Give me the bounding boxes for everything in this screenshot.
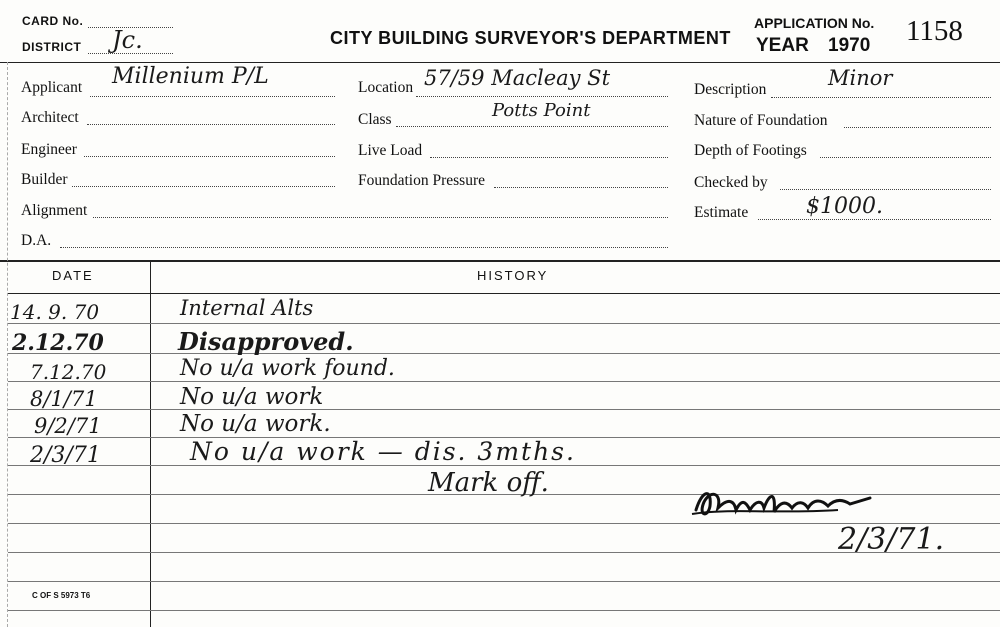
history-date: 14. 9. 70 <box>10 300 100 324</box>
alignment-label: Alignment <box>21 202 88 219</box>
history-text: No u/a work <box>180 384 324 410</box>
estimate-label: Estimate <box>694 204 749 221</box>
date-header: DATE <box>52 268 94 283</box>
history-text: Internal Alts <box>180 296 314 320</box>
estimate-value: $1000. <box>806 194 883 219</box>
depth-of-footings-label: Depth of Footings <box>694 142 807 159</box>
da-label: D.A. <box>21 232 52 249</box>
location-value: 57/59 Macleay St <box>424 66 611 90</box>
history-text: No u/a work. <box>180 411 331 437</box>
history-date: 2.12.70 <box>12 330 104 356</box>
history-text: Disapproved. <box>178 327 354 356</box>
year-label: YEAR <box>756 35 809 56</box>
history-date: 7.12.70 <box>30 360 107 384</box>
signature <box>688 478 888 528</box>
signature-date: 2/3/71. <box>838 522 945 557</box>
foundation-pressure-label: Foundation Pressure <box>358 172 486 189</box>
district-value: Jc. <box>112 26 143 54</box>
year-value: 1970 <box>828 35 871 56</box>
history-date: 2/3/71 <box>30 443 101 468</box>
engineer-label: Engineer <box>21 141 77 158</box>
applicant-value: Millenium P/L <box>112 64 269 89</box>
location-value-2: Potts Point <box>492 100 591 121</box>
history-header: HISTORY <box>477 268 549 283</box>
builder-label: Builder <box>21 171 68 188</box>
nature-of-foundation-label: Nature of Foundation <box>694 112 828 129</box>
history-date: 8/1/71 <box>30 387 98 411</box>
description-label: Description <box>694 81 767 98</box>
history-date: 9/2/71 <box>34 414 102 438</box>
application-no-value: 1158 <box>906 15 963 47</box>
description-value: Minor <box>828 66 893 90</box>
form-code: C OF S 5973 T6 <box>32 591 91 600</box>
class-label: Class <box>358 111 392 128</box>
department-title: CITY BUILDING SURVEYOR'S DEPARTMENT <box>330 28 731 48</box>
history-text: No u/a work — dis. 3mths. <box>190 437 576 466</box>
closing-note: Mark off. <box>428 468 549 498</box>
card-no-label: CARD No. <box>22 14 84 28</box>
location-label: Location <box>358 79 414 96</box>
history-text: No u/a work found. <box>180 356 395 381</box>
checked-by-label: Checked by <box>694 174 768 191</box>
district-label: DISTRICT <box>22 40 82 54</box>
applicant-label: Applicant <box>21 79 83 96</box>
live-load-label: Live Load <box>358 142 423 159</box>
application-no-label: APPLICATION No. <box>754 15 875 31</box>
architect-label: Architect <box>21 109 79 126</box>
